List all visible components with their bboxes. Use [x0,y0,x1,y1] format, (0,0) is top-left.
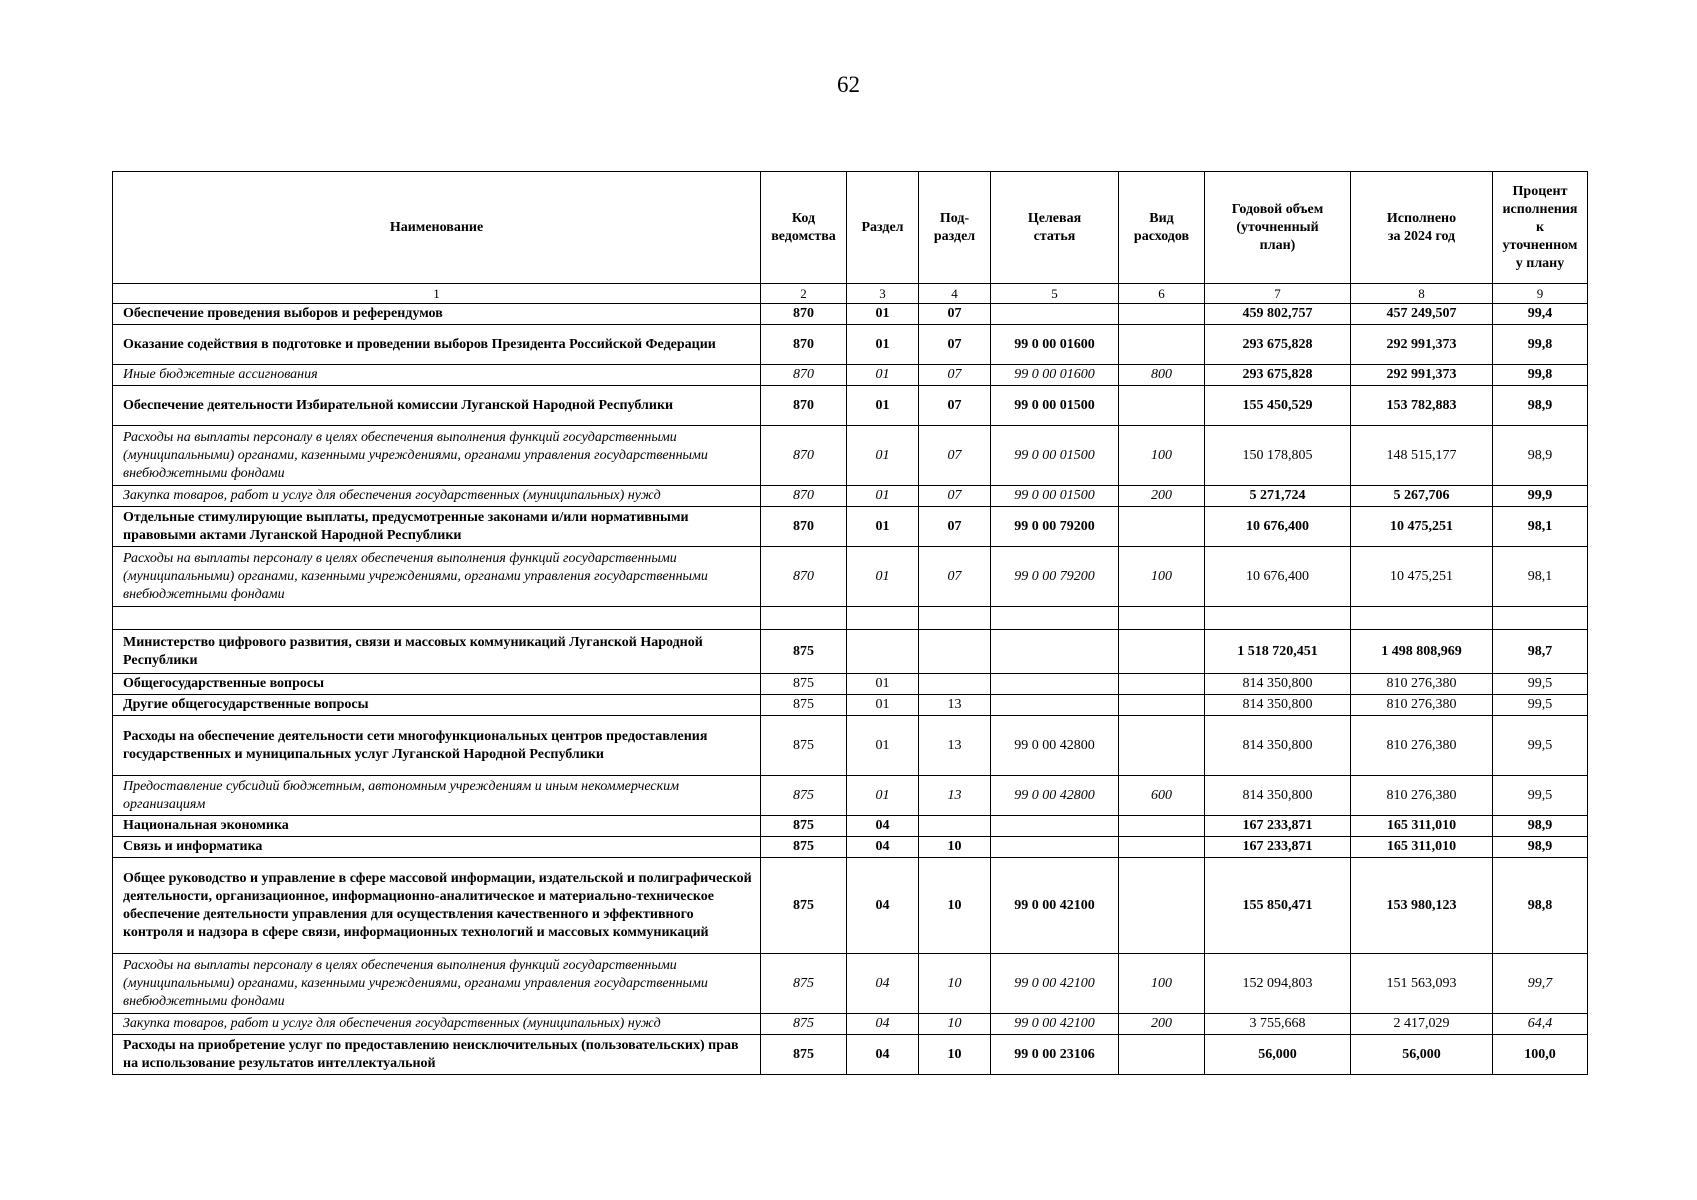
row-name: Связь и информатика [113,837,761,858]
table-row [113,716,1588,776]
row-target-article [991,837,1119,858]
row-subsection: 07 [919,507,991,547]
row-subsection [919,630,991,674]
row-name: Расходы на выплаты персоналу в целях обеспечения выполнения функций государственными (муниципальными) органами, казенными учреждениями, органами управления государственными внебюджетными фондами [113,954,761,1014]
row-dept-code [761,607,847,630]
row-name: Расходы на выплаты персоналу в целях обеспечения выполнения функций государственными (муниципальными) органами, казенными учреждениями, органами управления государственными внебюджетными фондами [113,426,761,486]
row-section: 01 [847,386,919,426]
row-target-article [991,816,1119,837]
row-name: Расходы на выплаты персоналу в целях обеспечения выполнения функций государственными (муниципальными) органами, казенными учреждениями, органами управления государственными внебюджетными фондами [113,547,761,607]
row-expense-type [1119,858,1205,954]
row-expense-type: 800 [1119,365,1205,386]
column-number: 9 [1493,284,1588,304]
row-percent: 99,5 [1493,776,1588,816]
row-subsection [919,674,991,695]
row-target-article: 99 0 00 42100 [991,954,1119,1014]
row-percent: 99,5 [1493,674,1588,695]
row-executed: 810 276,380 [1351,776,1493,816]
table-row [113,837,1588,858]
row-expense-type [1119,716,1205,776]
column-number: 6 [1119,284,1205,304]
column-number: 3 [847,284,919,304]
row-percent: 98,9 [1493,837,1588,858]
row-section: 04 [847,1014,919,1035]
row-section: 04 [847,954,919,1014]
row-expense-type [1119,674,1205,695]
row-name: Общее руководство и управление в сфере массовой информации, издательской и полиграфической деятельности, организационное, информационно-аналитическое и материально-техническое обеспечение деятельности управления для осуществления качественного и эффективного контроля и надзора в сфере связи, информационных технологий и массовых коммуникаций [113,858,761,954]
row-executed: 10 475,251 [1351,507,1493,547]
row-name: Оказание содействия в подготовке и проведении выборов Президента Российской Федерации [113,325,761,365]
row-name: Расходы на обеспечение деятельности сети многофункциональных центров предоставления государственных и муниципальных услуг Луганской Народной Республики [113,716,761,776]
row-executed [1351,607,1493,630]
row-expense-type [1119,607,1205,630]
column-number: 5 [991,284,1119,304]
row-target-article: 99 0 00 01500 [991,486,1119,507]
column-number: 8 [1351,284,1493,304]
table-row [113,547,1588,607]
row-target-article [991,674,1119,695]
row-percent: 99,5 [1493,695,1588,716]
row-target-article [991,630,1119,674]
header-expense-type: Вид расходов [1119,172,1205,284]
table-row [113,816,1588,837]
column-number: 7 [1205,284,1351,304]
row-subsection: 07 [919,365,991,386]
row-annual-plan: 10 676,400 [1205,507,1351,547]
row-executed: 810 276,380 [1351,674,1493,695]
row-annual-plan [1205,607,1351,630]
row-annual-plan: 152 094,803 [1205,954,1351,1014]
row-dept-code: 875 [761,837,847,858]
row-section: 01 [847,695,919,716]
row-section: 01 [847,486,919,507]
row-target-article: 99 0 00 01500 [991,386,1119,426]
row-target-article: 99 0 00 79200 [991,507,1119,547]
row-dept-code: 870 [761,486,847,507]
table-row [113,1014,1588,1035]
table-row [113,386,1588,426]
row-expense-type: 200 [1119,1014,1205,1035]
row-section: 04 [847,816,919,837]
row-annual-plan: 5 271,724 [1205,486,1351,507]
row-subsection: 07 [919,304,991,325]
row-subsection: 10 [919,954,991,1014]
row-dept-code: 875 [761,776,847,816]
row-dept-code: 870 [761,386,847,426]
row-percent: 99,5 [1493,716,1588,776]
row-executed: 810 276,380 [1351,695,1493,716]
row-percent: 64,4 [1493,1014,1588,1035]
row-target-article: 99 0 00 42100 [991,1014,1119,1035]
row-annual-plan: 155 450,529 [1205,386,1351,426]
row-percent: 98,8 [1493,858,1588,954]
row-expense-type [1119,1035,1205,1075]
row-percent: 99,4 [1493,304,1588,325]
row-name: Другие общегосударственные вопросы [113,695,761,716]
table-header-row [113,172,1588,284]
row-section: 04 [847,837,919,858]
header-name: Наименование [113,172,761,284]
row-name: Обеспечение деятельности Избирательной комиссии Луганской Народной Республики [113,386,761,426]
row-executed: 153 980,123 [1351,858,1493,954]
row-annual-plan: 150 178,805 [1205,426,1351,486]
row-percent: 98,1 [1493,547,1588,607]
row-annual-plan: 814 350,800 [1205,695,1351,716]
table-row [113,507,1588,547]
row-executed: 5 267,706 [1351,486,1493,507]
row-annual-plan: 167 233,871 [1205,837,1351,858]
header-executed: Исполнено за 2024 год [1351,172,1493,284]
row-executed: 153 782,883 [1351,386,1493,426]
row-section: 01 [847,365,919,386]
row-expense-type [1119,507,1205,547]
row-executed: 165 311,010 [1351,816,1493,837]
row-section: 01 [847,426,919,486]
table-row [113,858,1588,954]
row-expense-type [1119,386,1205,426]
row-expense-type: 600 [1119,776,1205,816]
row-subsection: 10 [919,1014,991,1035]
row-target-article [991,607,1119,630]
table-row [113,695,1588,716]
table-row [113,776,1588,816]
row-percent: 100,0 [1493,1035,1588,1075]
row-expense-type [1119,837,1205,858]
row-annual-plan: 814 350,800 [1205,716,1351,776]
row-target-article: 99 0 00 42100 [991,858,1119,954]
page-number: 62 [837,72,860,97]
row-annual-plan: 10 676,400 [1205,547,1351,607]
row-percent: 98,9 [1493,426,1588,486]
row-name: Закупка товаров, работ и услуг для обеспечения государственных (муниципальных) нужд [113,486,761,507]
row-subsection: 07 [919,325,991,365]
table-row [113,486,1588,507]
row-target-article [991,304,1119,325]
table-row-blank [113,607,1588,630]
row-name: Министерство цифрового развития, связи и массовых коммуникаций Луганской Народной Республики [113,630,761,674]
row-annual-plan: 155 850,471 [1205,858,1351,954]
row-subsection: 07 [919,486,991,507]
row-dept-code: 875 [761,1035,847,1075]
row-percent: 99,8 [1493,365,1588,386]
row-executed: 292 991,373 [1351,325,1493,365]
row-subsection: 10 [919,837,991,858]
row-subsection: 13 [919,776,991,816]
row-target-article [991,695,1119,716]
row-percent [1493,607,1588,630]
row-subsection: 13 [919,716,991,776]
row-dept-code: 875 [761,630,847,674]
row-target-article: 99 0 00 01500 [991,426,1119,486]
row-name: Иные бюджетные ассигнования [113,365,761,386]
row-annual-plan: 459 802,757 [1205,304,1351,325]
row-section: 01 [847,674,919,695]
row-dept-code: 870 [761,325,847,365]
row-target-article: 99 0 00 01600 [991,325,1119,365]
row-dept-code: 870 [761,304,847,325]
row-percent: 99,7 [1493,954,1588,1014]
row-dept-code: 875 [761,695,847,716]
row-section: 01 [847,776,919,816]
row-annual-plan: 56,000 [1205,1035,1351,1075]
row-dept-code: 870 [761,547,847,607]
table-row [113,954,1588,1014]
row-annual-plan: 1 518 720,451 [1205,630,1351,674]
row-percent: 99,9 [1493,486,1588,507]
table-row [113,630,1588,674]
budget-execution-table [112,171,1588,1075]
row-executed: 148 515,177 [1351,426,1493,486]
row-executed: 2 417,029 [1351,1014,1493,1035]
row-target-article: 99 0 00 23106 [991,1035,1119,1075]
row-dept-code: 875 [761,858,847,954]
row-percent: 99,8 [1493,325,1588,365]
row-dept-code: 875 [761,954,847,1014]
row-name: Общегосударственные вопросы [113,674,761,695]
row-expense-type: 100 [1119,547,1205,607]
row-percent: 98,9 [1493,816,1588,837]
header-dept-code: Код ведомства [761,172,847,284]
header-execution-percent: Процент исполнения к уточненном у плану [1493,172,1588,284]
row-name: Расходы на приобретение услуг по предоставлению неисключительных (пользовательских) прав на использование результатов интеллектуальной [113,1035,761,1075]
row-executed: 457 249,507 [1351,304,1493,325]
header-annual-plan: Годовой объем (уточненный план) [1205,172,1351,284]
row-name: Национальная экономика [113,816,761,837]
row-target-article: 99 0 00 42800 [991,716,1119,776]
row-annual-plan: 293 675,828 [1205,365,1351,386]
row-executed: 292 991,373 [1351,365,1493,386]
row-subsection: 10 [919,858,991,954]
row-section: 01 [847,547,919,607]
row-dept-code: 875 [761,674,847,695]
column-number: 1 [113,284,761,304]
row-percent: 98,7 [1493,630,1588,674]
row-target-article: 99 0 00 01600 [991,365,1119,386]
row-dept-code: 870 [761,507,847,547]
row-annual-plan: 293 675,828 [1205,325,1351,365]
row-dept-code: 875 [761,716,847,776]
row-section: 01 [847,325,919,365]
row-dept-code: 870 [761,426,847,486]
row-percent: 98,1 [1493,507,1588,547]
row-section: 01 [847,507,919,547]
row-executed: 810 276,380 [1351,716,1493,776]
row-section [847,607,919,630]
row-subsection [919,607,991,630]
row-subsection: 07 [919,547,991,607]
table-row [113,426,1588,486]
row-subsection: 10 [919,1035,991,1075]
row-executed: 151 563,093 [1351,954,1493,1014]
table-row [113,325,1588,365]
row-executed: 1 498 808,969 [1351,630,1493,674]
row-section: 04 [847,1035,919,1075]
table-row [113,674,1588,695]
row-subsection: 07 [919,426,991,486]
row-section: 01 [847,716,919,776]
row-expense-type: 100 [1119,954,1205,1014]
row-section [847,630,919,674]
row-subsection: 13 [919,695,991,716]
row-annual-plan: 167 233,871 [1205,816,1351,837]
row-expense-type [1119,816,1205,837]
row-subsection [919,816,991,837]
row-expense-type [1119,325,1205,365]
column-number: 2 [761,284,847,304]
row-target-article: 99 0 00 79200 [991,547,1119,607]
row-dept-code: 870 [761,365,847,386]
row-expense-type [1119,304,1205,325]
row-section: 04 [847,858,919,954]
row-dept-code: 875 [761,816,847,837]
row-annual-plan: 3 755,668 [1205,1014,1351,1035]
row-name [113,607,761,630]
row-name: Отдельные стимулирующие выплаты, предусмотренные законами и/или нормативными правовыми актами Луганской Народной Республики [113,507,761,547]
row-percent: 98,9 [1493,386,1588,426]
table-row [113,1035,1588,1075]
row-executed: 56,000 [1351,1035,1493,1075]
row-executed: 10 475,251 [1351,547,1493,607]
row-expense-type: 100 [1119,426,1205,486]
row-target-article: 99 0 00 42800 [991,776,1119,816]
header-section: Раздел [847,172,919,284]
column-number: 4 [919,284,991,304]
row-expense-type [1119,630,1205,674]
column-number-row [113,284,1588,304]
table-row [113,304,1588,325]
row-name: Закупка товаров, работ и услуг для обеспечения государственных (муниципальных) нужд [113,1014,761,1035]
row-annual-plan: 814 350,800 [1205,674,1351,695]
row-section: 01 [847,304,919,325]
row-name: Обеспечение проведения выборов и референдумов [113,304,761,325]
table-row [113,365,1588,386]
header-subsection: Под- раздел [919,172,991,284]
row-expense-type [1119,695,1205,716]
row-dept-code: 875 [761,1014,847,1035]
row-executed: 165 311,010 [1351,837,1493,858]
row-annual-plan: 814 350,800 [1205,776,1351,816]
header-target-article: Целевая статья [991,172,1119,284]
row-expense-type: 200 [1119,486,1205,507]
row-name: Предоставление субсидий бюджетным, автономным учреждениям и иным некоммерческим организациям [113,776,761,816]
row-subsection: 07 [919,386,991,426]
